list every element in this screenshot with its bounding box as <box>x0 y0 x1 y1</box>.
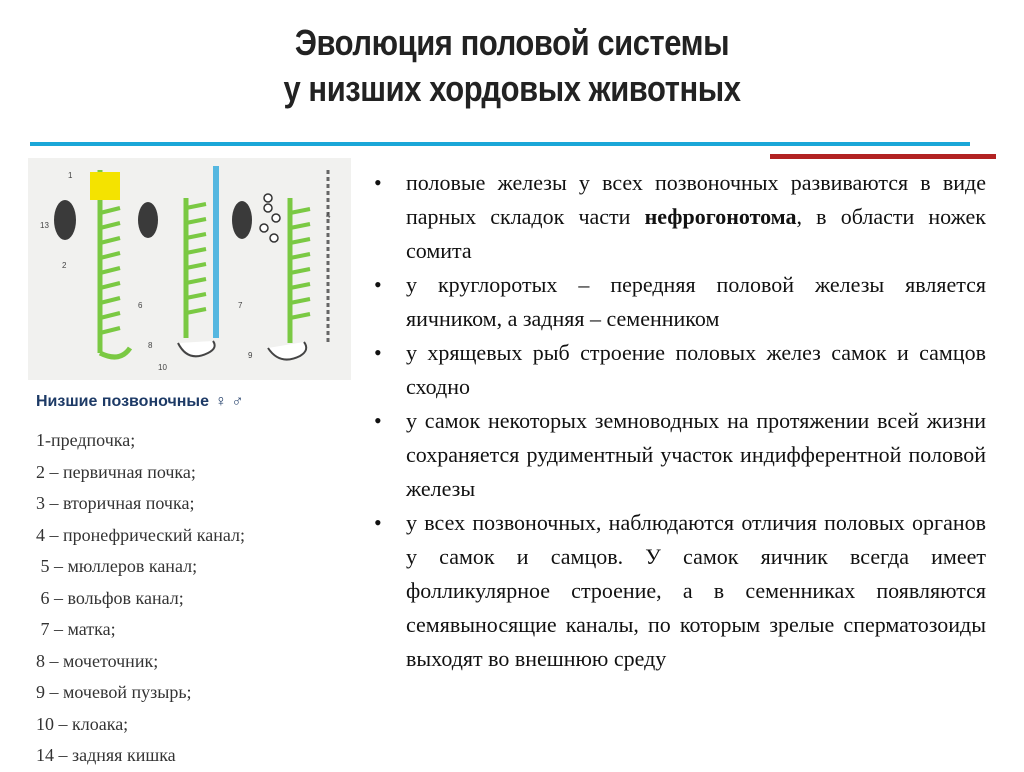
bullet-marker: • <box>374 170 382 195</box>
bullet-text: у хрящевых рыб строение половых желез самок и самцов сходно <box>406 340 986 399</box>
legend-title-text: Низшие позвоночные <box>36 393 209 410</box>
svg-text:10: 10 <box>158 363 167 372</box>
legend-item: 2 – первичная почка; <box>36 461 196 482</box>
bullet-item <box>370 506 986 676</box>
anatomy-diagram <box>28 158 351 380</box>
gonad-2 <box>138 202 158 238</box>
svg-text:4: 4 <box>326 211 331 220</box>
bullet-marker: • <box>374 510 382 535</box>
bullet-text: у круглоротых – передняя половой железы является яичником, а задняя – семенником <box>406 272 986 331</box>
testis-network-3 <box>260 194 280 242</box>
svg-text:7: 7 <box>238 301 243 310</box>
svg-text:9: 9 <box>248 351 253 360</box>
legend-list <box>36 425 245 772</box>
legend-title <box>36 393 243 411</box>
sex-symbols: ♀ ♂ <box>215 393 244 410</box>
bullet-bold-term: нефрогонотома <box>644 204 797 229</box>
tubules-3 <box>290 209 310 318</box>
svg-text:13: 13 <box>40 221 49 230</box>
tubules-2 <box>186 204 206 313</box>
legend-item: 1-предпочка; <box>36 430 136 450</box>
bullet-item <box>370 268 986 336</box>
legend-item: 4 – пронефрический канал; <box>36 524 245 545</box>
legend-item: 6 – вольфов канал; <box>36 587 184 608</box>
svg-text:2: 2 <box>62 261 67 270</box>
bullet-marker: • <box>374 340 382 365</box>
bullet-marker: • <box>374 408 382 433</box>
bullet-marker: • <box>374 272 382 297</box>
red-divider <box>770 154 996 159</box>
bullet-text-tail: , в области ножек сомита <box>406 204 986 263</box>
bullet-item <box>370 166 986 268</box>
legend-item: 7 – матка; <box>36 619 116 639</box>
anatomy-figure <box>28 158 351 380</box>
bullet-text: половые железы у всех позвоночных развиваются в виде парных складок части <box>406 170 986 229</box>
title-line-2: у низших хордовых животных <box>283 68 741 109</box>
legend-item: 9 – мочевой пузырь; <box>36 682 192 702</box>
svg-text:8: 8 <box>148 341 153 350</box>
gonad-3 <box>232 201 252 239</box>
legend-item: 10 – клоака; <box>36 713 129 734</box>
legend-item: 8 – мочеточник; <box>36 650 159 671</box>
gonad-1 <box>54 200 76 240</box>
legend-item: 3 – вторичная почка; <box>36 493 195 513</box>
svg-text:6: 6 <box>138 301 143 310</box>
title-line-1: Эволюция половой системы <box>294 22 730 63</box>
tubules-1 <box>100 208 120 333</box>
bullet-item <box>370 336 986 404</box>
legend-item: 14 – задняя кишка <box>36 745 176 765</box>
bullet-list <box>370 166 986 676</box>
blue-divider <box>30 142 970 146</box>
pronephros-yellow <box>90 172 120 200</box>
svg-text:1: 1 <box>68 171 73 180</box>
bullet-text: у самок некоторых земноводных на протяжении всей жизни сохраняется рудиментный участок индифферентной половой железы <box>406 408 986 501</box>
bullet-item <box>370 404 986 506</box>
slide-title <box>72 20 953 112</box>
bullet-text: у всех позвоночных, наблюдаются отличия половых органов у самок и самцов. У самок яичник всегда имеет фолликулярное строение, а в семенниках появляются семявыносящие каналы, по которым зрелые сперматозоиды выходят во внешнюю среду <box>406 510 986 671</box>
legend-item: 5 – мюллеров канал; <box>36 556 198 576</box>
